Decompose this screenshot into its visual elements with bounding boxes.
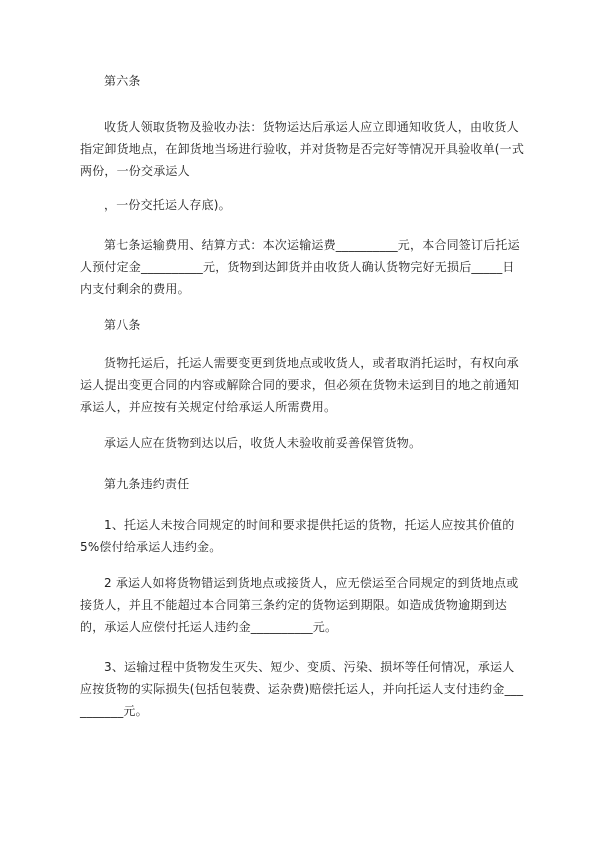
article-6-heading: 第六条 [104, 74, 141, 88]
article-9-heading: 第九条违约责任 [104, 477, 190, 491]
liability-clause-3: 3、运输过程中货物发生灭失、短少、变质、污染、损坏等任何情况，承运人应按货物的实际损失(包括包装费、运杂费)赔偿托运人，并向托运人支付违约金__________元。 [80, 660, 524, 718]
article-6-body: 收货人领取货物及验收办法：货物运达后承运人应立即通知收货人，由收货人指定卸货地点，在卸货地当场进行验收，并对货物是否完好等情况开具验收单(一式两份，一份交承运人 [80, 120, 525, 178]
article-7-paragraph: 第七条运输费用、结算方式：本次运输运费__________元，本合同签订后托运人预付定金__________元，货物到达卸货并由收货人确认货物完好无损后_____日内支付剩余的费用。 [80, 238, 520, 296]
liability-clause-2: 2 承运人如将货物错运到货地点或接货人，应无偿运至合同规定的到货地点或接货人，并且不能超过本合同第三条约定的货物运到期限。如造成货物逾期到达的，承运人应偿付托运人违约金__________元。 [80, 576, 519, 634]
article-6-body-continued: ，一份交托运人存底)。 [104, 198, 231, 212]
article-8-heading: 第八条 [104, 318, 141, 332]
liability-clause-1: 1、托运人未按合同规定的时间和要求提供托运的货物，托运人应按其价值的 5%偿付给承运人违约金。 [80, 518, 515, 554]
article-8-body: 货物托运后，托运人需要变更到货地点或收货人，或者取消托运时，有权向承运人提出变更合同的内容或解除合同的要求，但必须在货物未运到目的地之前通知承运人，并应按有关规定付给承运人所需费用。 [80, 356, 520, 414]
carrier-custody-paragraph: 承运人应在货物到达以后，收货人未验收前妥善保管货物。 [104, 436, 422, 450]
